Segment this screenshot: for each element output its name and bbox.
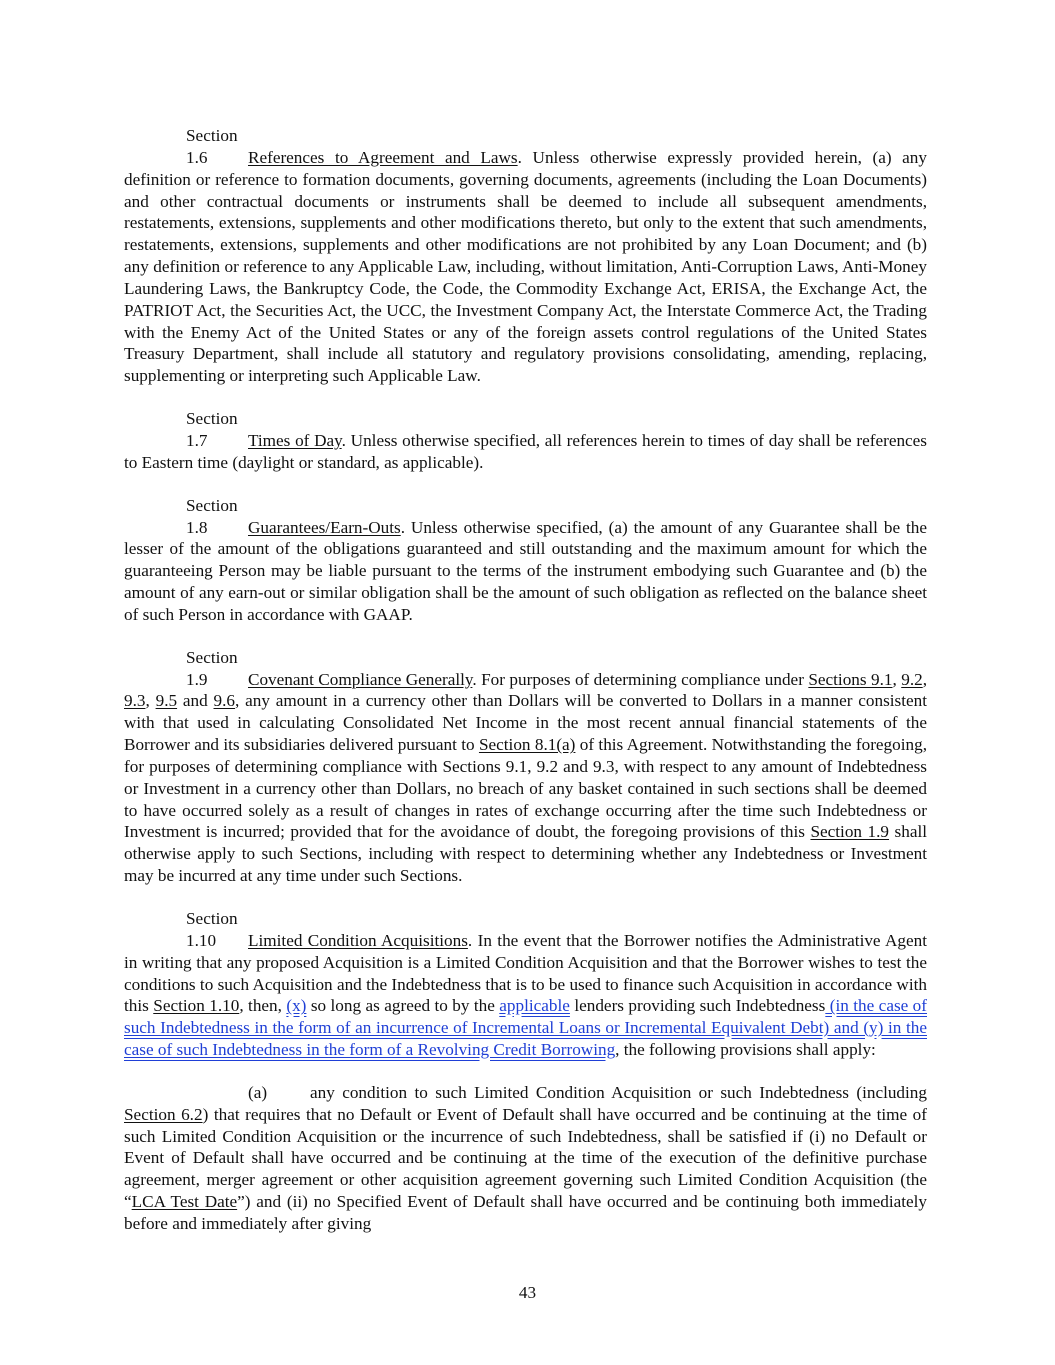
cross-reference: Section 8.1(a) [478, 735, 576, 755]
section-text: . Unless otherwise specified, (a) the amount of any Guarantee shall be the lesser of the amount of the obligations guaranteed and still outstanding and the maximum amount for which the guaranteeing Person may be liable pursuant to the terms of the instrument embodying such Guarantee and (b) the amount of any earn-out or similar obligation shall be the amount of such obligation as reflected on the balance sheet of such Person in accordance with GAAP. [124, 517, 927, 624]
section-title: Times of Day [248, 430, 342, 450]
section-1-9 [124, 647, 927, 887]
section-text: of this Agreement. Notwithstanding the foregoing, for purposes of determining compliance with Sections 9.1, 9.2 and 9.3, with respect to any amount of Indebtedness or Investment in a currency other than Dollars, no breach of any basket contained in such sections shall be deemed to have occurred solely as a result of changes in rates of exchange occurring after the time such Indebtedness or Investment is incurred; provided that for the avoidance of doubt, the foregoing provisions of this [124, 735, 928, 842]
subsection-a [124, 1082, 927, 1235]
cross-reference: Section 1.9 [810, 822, 890, 842]
section-text: , the following provisions shall apply: [615, 1040, 876, 1060]
section-number: Section 1.10 [186, 909, 238, 950]
cross-reference: Section 6.2 [124, 1104, 203, 1124]
punctuation: , [892, 669, 902, 689]
tracked-insertion: (in the case of such Indebtedness in the form of an incurrence of Incremental Loans or Incremental Equivalent Debt) and (y) in the case of such Indebtedness in the form of a Revolving Credit Borrowing [124, 996, 927, 1060]
tracked-insertion: (x) [286, 996, 307, 1016]
section-number: Section 1.7 [186, 409, 238, 450]
tracked-insertion: applicable [499, 996, 570, 1016]
section-title: Limited Condition Acquisitions [248, 930, 468, 950]
section-1-10 [124, 908, 927, 1061]
section-1-6 [124, 125, 927, 387]
section-text: shall otherwise apply to such Sections, including with respect to determining whether any Indebtedness or Investment may be incurred at any time under such Sections. [124, 822, 928, 886]
subsection-text: ”) and (ii) no Specified Event of Default shall have occurred and be continuing both immediately before and immediately after giving [124, 1192, 927, 1233]
section-text: . For purposes of determining compliance under [472, 669, 809, 689]
section-text: , then, [239, 996, 287, 1016]
cross-reference: 9.6 [213, 691, 235, 711]
section-text: . Unless otherwise specified, all references herein to times of day shall be references to Eastern time (daylight or standard, as applicable). [124, 430, 927, 472]
section-text: . In the event that the Borrower notifies the Administrative Agent in writing that any proposed Acquisition is a Limited Condition Acquisition and that the Borrower wishes to test the conditions to such Acquisition and the Indebtedness that is to be used to finance such Acquisition in accordance with this [124, 930, 928, 1016]
page-number: 43 [518, 1283, 537, 1302]
section-1-7 [124, 408, 927, 474]
subsection-text: ) that requires that no Default or Event of Default shall have occurred and be continuing at the time of such Limited Condition Acquisition or the incurrence of such Indebtedness, shall be satisfied if (i) no Default or Event of Default shall have occurred and be continuing at the time of the execution of the definitive purchase agreement, merger agreement or other acquisition agreement governing such Limited Condition Acquisition (the “ [124, 1104, 927, 1212]
section-text: lenders providing such Indebtedness [569, 996, 826, 1016]
cross-reference: 9.2 [901, 669, 923, 689]
section-title: Covenant Compliance Generally [248, 669, 473, 689]
subsection-text: any condition to such Limited Condition Acquisition or such Indebtedness (including [310, 1082, 927, 1102]
section-title: Guarantees/Earn-Outs [248, 517, 401, 537]
section-text: . Unless otherwise expressly provided herein, (a) any definition or reference to formation documents, governing documents, agreements (including the Loan Documents) and other contractual documents or instruments shall be deemed to include all subsequent amendments, restatements, extensions, supplements and other modifications thereto, but only to the extent that such amendments, restatements, extensions, supplements and other modifications are not prohibited by any Loan Document; and (b) any definition or reference to any Applicable Law, including, without limitation, Anti-Corruption Laws, Anti-Money Laundering Laws, the Bankruptcy Code, the Code, the Commodity Exchange Act, ERISA, the Exchange Act, the PATRIOT Act, the Securities Act, the UCC, the Investment Company Act, the Interstate Commerce Act, the Trading with the Enemy Act of the United States or any of the foreign assets control regulations of the United States Treasury Department, shall include all statutory and regulatory provisions consolidating, amending, replacing, supplementing or interpreting such Applicable Law. [124, 147, 927, 386]
cross-reference: 9.3 [124, 691, 146, 711]
cross-reference: Sections 9.1 [808, 669, 893, 689]
cross-reference: 9.5 [155, 691, 178, 711]
document-page [124, 125, 927, 1256]
section-text: , any amount in a currency other than Dollars will be converted to Dollars in a manner consistent with that used in calculating Consolidated Net Income in the most recent annual financial statements of the Borrower and its subsidiaries delivered pursuant to [124, 691, 927, 755]
subsection-label: (a) [248, 1082, 268, 1102]
cross-reference: Section 1.10 [153, 996, 240, 1016]
section-1-8 [124, 495, 927, 626]
punctuation: , [922, 669, 927, 689]
punctuation: , [145, 691, 156, 711]
section-text: so long as agreed to by the [306, 996, 500, 1016]
connector-text: and [177, 691, 214, 711]
defined-term: LCA Test Date [131, 1192, 238, 1212]
section-title: References to Agreement and Laws [248, 147, 518, 167]
section-number: Section 1.9 [186, 647, 238, 689]
section-number: Section 1.6 [186, 126, 238, 167]
section-number: Section 1.8 [186, 495, 238, 537]
